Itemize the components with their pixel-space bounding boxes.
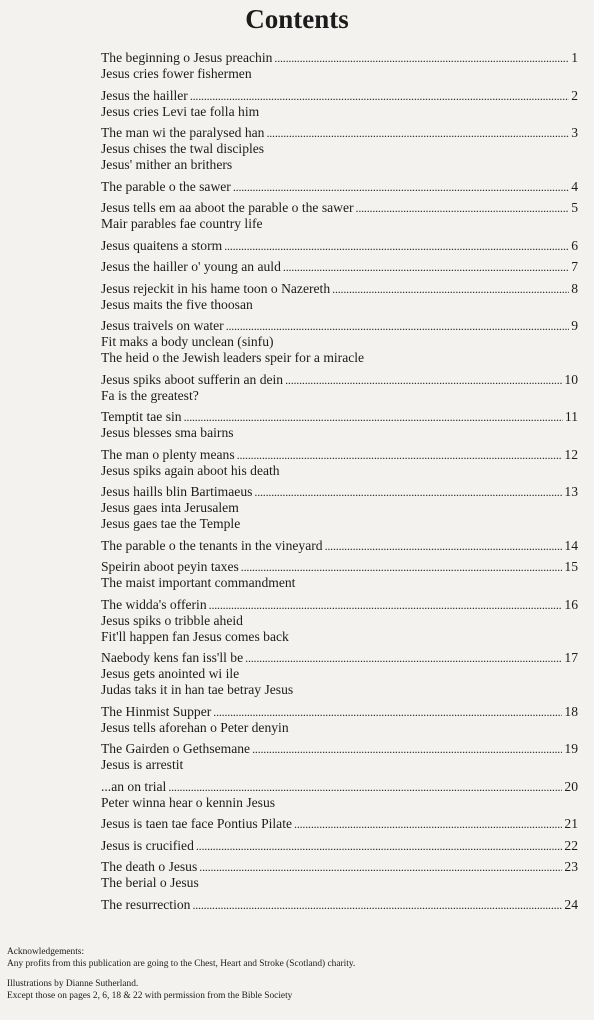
toc-page-number: 14	[564, 537, 578, 553]
toc-entry-title: Jesus traivels on water	[101, 318, 224, 333]
toc-line	[101, 179, 578, 195]
toc-sub-entry: Jesus spiks o tribble aheid	[101, 612, 243, 628]
toc-entry	[101, 704, 578, 736]
toc-entry	[101, 409, 578, 441]
toc-entry-title: Jesus rejeckit in his hame toon o Nazereth	[101, 280, 331, 296]
dot-leader	[294, 816, 562, 832]
dot-leader	[233, 179, 569, 195]
dot-leader	[356, 200, 570, 216]
illustrations-credit: Illustrations by Dianne Sutherland.	[7, 979, 139, 989]
toc-entry	[101, 125, 578, 173]
toc-page-number: 11	[564, 409, 578, 424]
dot-leader	[266, 125, 569, 141]
dot-leader	[224, 238, 569, 254]
toc-entry	[101, 650, 578, 698]
toc-sub-entry: Jesus spiks again aboot his death	[101, 462, 280, 478]
page-title: Contents	[245, 4, 349, 34]
toc-entry	[101, 859, 578, 891]
toc-entry-title: ...an on trial	[101, 778, 167, 794]
dot-leader	[325, 538, 563, 554]
footer	[7, 946, 587, 1002]
toc-line	[101, 704, 578, 720]
toc-entry	[101, 897, 578, 913]
toc-sub-entry: Jesus maits the five thoosan	[101, 296, 253, 312]
toc-line	[101, 838, 578, 854]
toc-line	[101, 259, 578, 275]
toc-sub-entry: Jesus chises the twal disciples	[101, 141, 265, 156]
toc-sub-entry: Jesus' mither an brithers	[101, 157, 233, 172]
toc-entry	[101, 816, 578, 832]
dot-leader	[213, 704, 562, 720]
toc-page-number: 2	[571, 87, 578, 103]
dot-leader	[192, 897, 562, 913]
toc-sub-entry: Jesus tells aforehan o Peter denyin	[101, 719, 289, 735]
toc-page-number: 21	[564, 816, 578, 831]
toc-sub-entry: Jesus is arrestit	[101, 757, 184, 772]
toc-entry	[101, 559, 578, 591]
toc-line	[101, 650, 578, 666]
toc-page-number: 7	[571, 259, 578, 274]
toc-line	[101, 50, 578, 66]
toc-page-number: 4	[571, 178, 578, 194]
toc-entry	[101, 741, 578, 773]
toc-line	[101, 816, 578, 832]
toc-entry-title: The death o Jesus	[101, 859, 198, 874]
toc-entry-title: Jesus tells em aa aboot the parable o the sawer	[101, 200, 354, 215]
toc-line	[101, 897, 578, 913]
table-of-contents	[101, 50, 578, 918]
toc-sub-entry: The maist important commandment	[101, 575, 296, 590]
toc-line	[101, 559, 578, 575]
dot-leader	[209, 597, 563, 613]
toc-entry-title: The parable o the sawer	[101, 178, 231, 194]
toc-sub-entry: Jesus cries Levi tae folla him	[101, 103, 260, 119]
toc-entry	[101, 597, 578, 645]
toc-page-number: 16	[564, 596, 578, 612]
toc-page-number: 9	[571, 318, 578, 333]
toc-page-number: 17	[564, 650, 578, 665]
toc-entry-title: Jesus spiks aboot sufferin an dein	[101, 371, 284, 387]
toc-sub-entry: Fit'll happen fan Jesus comes back	[101, 628, 289, 644]
toc-page-number: 18	[564, 703, 578, 719]
toc-line	[101, 88, 578, 104]
toc-entry-title: Jesus is taen tae face Pontius Pilate	[101, 816, 293, 831]
toc-page-number: 24	[564, 896, 578, 912]
toc-line	[101, 372, 578, 388]
toc-line	[101, 484, 578, 500]
toc-line	[101, 125, 578, 141]
dot-leader	[285, 372, 562, 388]
dot-leader	[226, 318, 570, 334]
toc-sub-entry: The heid o the Jewish leaders speir for a miracle	[101, 350, 365, 365]
toc-entry-title: The resurrection	[101, 896, 191, 912]
toc-line	[101, 597, 578, 613]
toc-entry	[101, 838, 578, 854]
toc-entry	[101, 318, 578, 366]
toc-page-number: 19	[564, 741, 578, 756]
toc-line	[101, 447, 578, 463]
toc-sub-entry: Peter winna hear o kennin Jesus	[101, 794, 276, 810]
toc-entry-title: Speirin aboot peyin taxes	[101, 559, 239, 574]
toc-line	[101, 200, 578, 216]
toc-entry	[101, 259, 578, 275]
toc-entry-title: The widda's offerin	[101, 596, 207, 612]
dot-leader	[184, 409, 563, 425]
toc-entry-title: The man wi the paralysed han	[101, 125, 265, 140]
dot-leader	[252, 741, 562, 757]
toc-entry	[101, 200, 578, 232]
toc-sub-entry: Judas taks it in han tae betray Jesus	[101, 682, 294, 697]
toc-line	[101, 741, 578, 757]
toc-page-number: 15	[564, 559, 578, 574]
toc-entry-title: The parable o the tenants in the vineyard	[101, 537, 323, 553]
toc-entry-title: The man o plenty means	[101, 446, 235, 462]
toc-page-number: 22	[564, 837, 578, 853]
toc-entry-title: The beginning o Jesus preachin	[101, 50, 273, 65]
toc-entry	[101, 538, 578, 554]
toc-line	[101, 538, 578, 554]
permission-note: Except those on pages 2, 6, 18 & 22 with permission from the Bible Society	[7, 991, 293, 1001]
toc-entry	[101, 484, 578, 532]
toc-sub-entry: Fa is the greatest?	[101, 387, 199, 403]
toc-page-number: 10	[564, 371, 578, 387]
toc-page-number: 6	[571, 237, 578, 253]
toc-sub-entry: Jesus gaes inta Jerusalem	[101, 500, 239, 515]
toc-page-number: 20	[564, 778, 578, 794]
toc-line	[101, 238, 578, 254]
toc-entry-title: The Hinmist Supper	[101, 703, 212, 719]
toc-entry	[101, 281, 578, 313]
toc-sub-entry: Jesus cries fower fishermen	[101, 66, 252, 81]
toc-page-number: 5	[571, 200, 578, 215]
toc-entry-title: Jesus is crucified	[101, 837, 194, 853]
dot-leader	[190, 88, 569, 104]
dot-leader	[283, 259, 569, 275]
toc-page-number: 3	[571, 125, 578, 140]
dot-leader	[274, 50, 569, 66]
toc-page-number: 23	[564, 859, 578, 874]
toc-sub-entry: Jesus gets anointed wi ile	[101, 666, 240, 681]
toc-page-number: 1	[571, 50, 578, 65]
dot-leader	[332, 281, 569, 297]
toc-page-number: 12	[564, 446, 578, 462]
toc-sub-entry: Jesus blesses sma bairns	[101, 425, 234, 440]
toc-line	[101, 779, 578, 795]
toc-line	[101, 318, 578, 334]
dot-leader	[241, 559, 563, 575]
dot-leader	[254, 484, 562, 500]
toc-sub-entry: The berial o Jesus	[101, 875, 199, 890]
toc-sub-entry: Fit maks a body unclean (sinfu)	[101, 334, 274, 349]
toc-entry	[101, 447, 578, 479]
toc-entry	[101, 50, 578, 82]
acknowledgements-heading: Acknowledgements:	[7, 947, 85, 957]
toc-entry-title: Jesus quaitens a storm	[101, 237, 223, 253]
toc-entry-title: Jesus haills blin Bartimaeus	[101, 484, 253, 499]
acknowledgements-text: Any profits from this publication are going to the Chest, Heart and Stroke (Scotland) charity.	[7, 959, 356, 969]
toc-page-number: 8	[571, 280, 578, 296]
toc-entry-title: The Gairden o Gethsemane	[101, 741, 251, 756]
toc-line	[101, 859, 578, 875]
toc-entry-title: Jesus the hailler	[101, 87, 188, 103]
dot-leader	[199, 859, 562, 875]
toc-entry	[101, 372, 578, 404]
toc-sub-entry: Jesus gaes tae the Temple	[101, 516, 241, 531]
toc-entry	[101, 88, 578, 120]
dot-leader	[196, 838, 563, 854]
toc-sub-entry: Mair parables fae country life	[101, 216, 263, 231]
toc-entry-title: Naebody kens fan iss'll be	[101, 650, 244, 665]
toc-entry	[101, 179, 578, 195]
toc-entry-title: Jesus the hailler o' young an auld	[101, 259, 281, 274]
toc-entry	[101, 779, 578, 811]
toc-page-number: 13	[564, 484, 578, 499]
dot-leader	[237, 447, 563, 463]
toc-line	[101, 281, 578, 297]
dot-leader	[168, 779, 562, 795]
toc-entry	[101, 238, 578, 254]
toc-line	[101, 409, 578, 425]
toc-entry-title: Temptit tae sin	[101, 409, 182, 424]
dot-leader	[245, 650, 562, 666]
